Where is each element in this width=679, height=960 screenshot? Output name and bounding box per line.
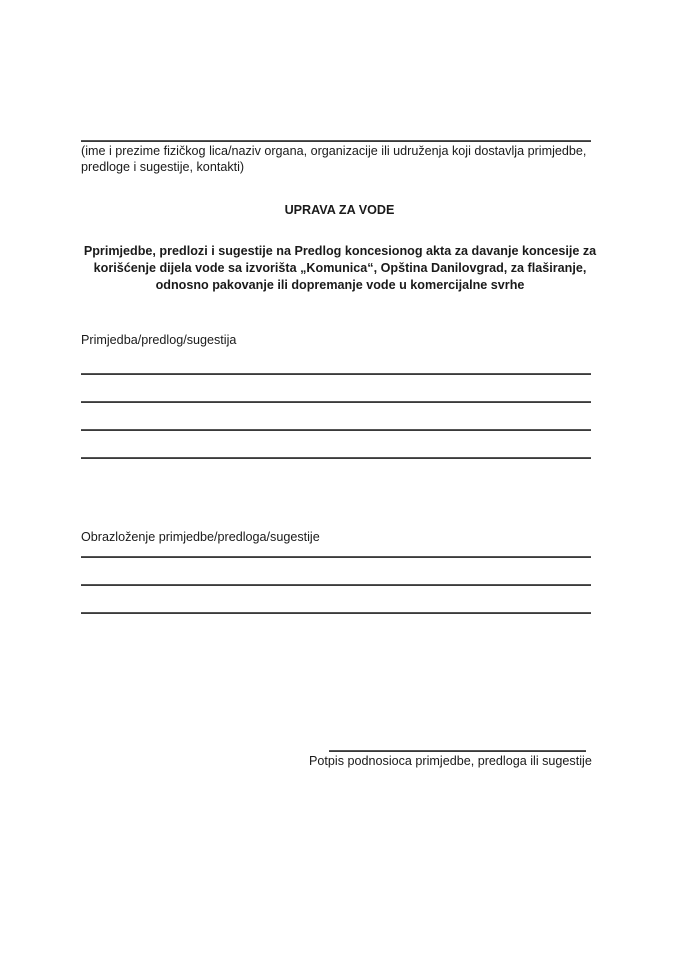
comment-line-2[interactable] <box>81 401 591 403</box>
comment-line-3[interactable] <box>81 429 591 431</box>
comment-section-label: Primjedba/predlog/sugestija <box>81 333 237 347</box>
rationale-section-label: Obrazloženje primjedbe/predloga/sugestije <box>81 530 320 544</box>
rationale-line-3[interactable] <box>81 612 591 614</box>
comment-line-4[interactable] <box>81 457 591 459</box>
rationale-line-2[interactable] <box>81 584 591 586</box>
rationale-line-1[interactable] <box>81 556 591 558</box>
submitter-caption-line-2: predloge i sugestije, kontakti) <box>81 160 245 174</box>
authority-heading: UPRAVA ZA VODE <box>284 203 395 217</box>
title-line-3: odnosno pakovanje ili dopremanje vode u komercijalne svrhe <box>155 278 525 292</box>
submitter-caption-line-1: (ime i prezime fizičkog lica/naziv organa, organizacije ili udruženja koji dostavlja primjedbe, <box>81 144 587 158</box>
title-line-2: korišćenje dijela vode sa izvorišta „Komunica“, Opština Danilovgrad, za flaširanje, <box>93 261 587 275</box>
submitter-name-line[interactable] <box>81 140 591 142</box>
comment-line-1[interactable] <box>81 373 591 375</box>
title-line-1: Pprimjedbe, predlozi i sugestije na Predlog koncesionog akta za davanje koncesije za <box>83 244 597 258</box>
submitter-caption <box>81 143 596 175</box>
signature-line[interactable] <box>329 750 586 752</box>
signature-caption: Potpis podnosioca primjedbe, predloga ili sugestije <box>309 754 592 768</box>
document-title <box>70 243 610 294</box>
